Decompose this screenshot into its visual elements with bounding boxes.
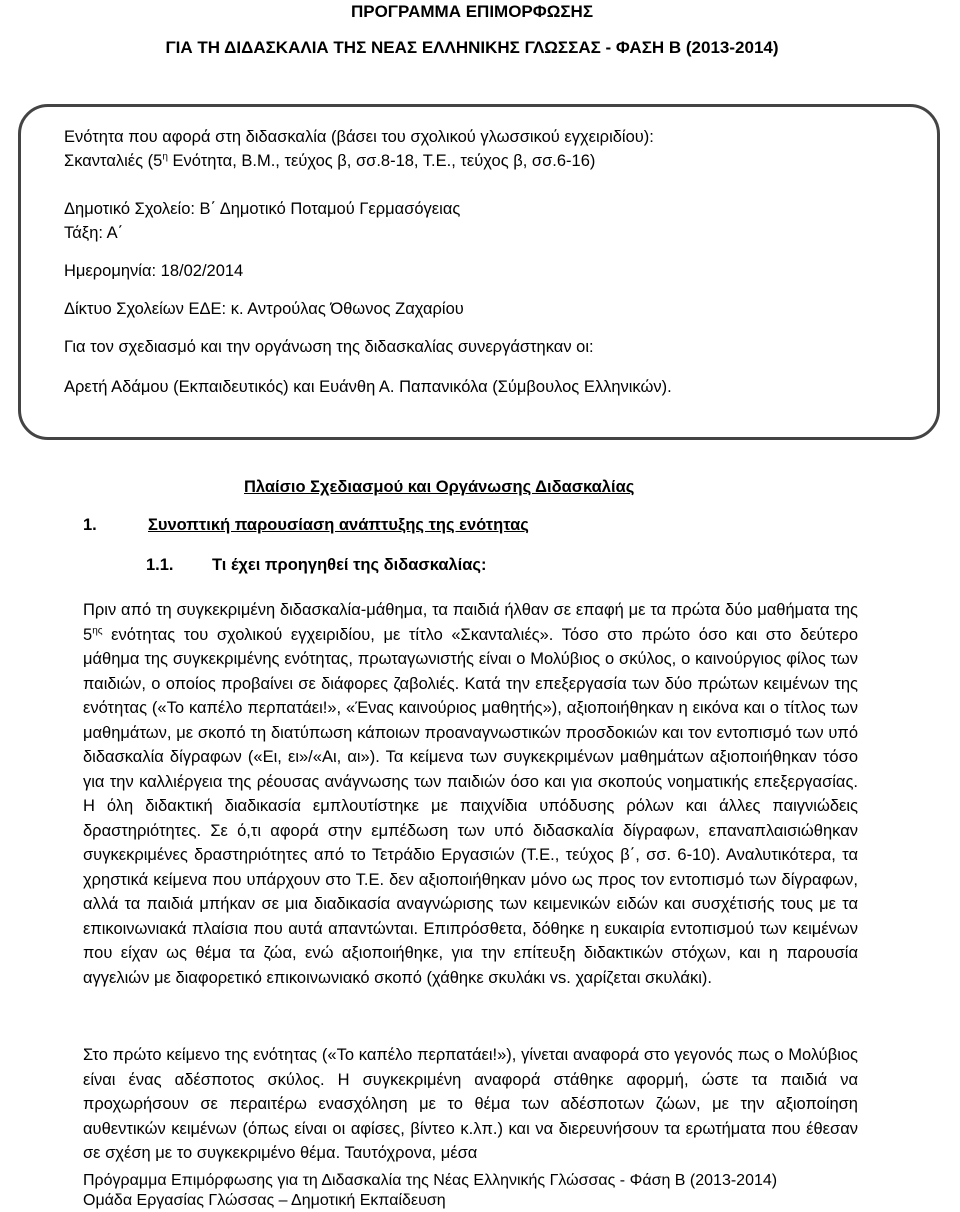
page-subtitle: ΓΙΑ ΤΗ ΔΙΔΑΣΚΑΛΙΑ ΤΗΣ ΝΕΑΣ ΕΛΛΗΝΙΚΗΣ ΓΛΩΣΣΑΣ - ΦΑΣΗ Β (2013-2014) xyxy=(165,38,779,57)
heading-1-text: Συνοπτική παρουσίαση ανάπτυξης της ενότητας xyxy=(148,516,529,534)
section-title: Πλαίσιο Σχεδιασμού και Οργάνωσης Διδασκαλίας xyxy=(244,478,635,496)
heading-1-number: 1. xyxy=(83,516,97,534)
heading-2-text: Τι έχει προηγηθεί της διδασκαλίας: xyxy=(212,556,487,574)
paragraph-1: Πριν από τη συγκεκριμένη διδασκαλία-μάθημα, τα παιδιά ήλθαν σε επαφή με τα πρώτα δύο μαθήματα της $5^{\eta\varsigma}$ ενότητας του σχολικού εγχειριδίου, με τίτλο «Σκανταλιές». Τόσο στο πρώτο όσο και στο δεύτερο μάθημα της συγκεκριμένης ενότητας, πρωταγωνιστής είναι ο Μολύβιος ο σκύλος, ο καινούργιος φίλος των παιδιών, ο οποίος προβαίνει σε διάφορες ζαβολιές. Κατά την επεξεργασία των δύο πρώτων κειμένων της ενότητας («Το καπέλο περπατάει!», «Ένας καινούριος μαθητής»), αξιοποιήθηκαν η εικόνα και ο τίτλος των μαθημάτων, με σκοπό τη διατύπωση κάποιων προαναγνωστικών προσδοκιών και τον εντοπισμό των υπό διδασκαλία δίγραφων («Ει, ει»/«Αι, αι»). Τα κείμενα των συγκεκριμένων μαθημάτων αξιοποιήθηκαν τόσο για την καλλιέργεια της ρέουσας ανάγνωσης των παιδιών όσο και για σκοπούς νοηματικής επεξεργασίας. Η όλη διδακτική διαδικασία εμπλουτίστηκε με παιχνίδια υπόδυσης ρόλων και άλλες παιγνιώδεις δραστηριότητες. Σε ό,τι αφορά στην εμπέδωση των υπό διδασκαλία δίγραφων, επαναπλαισιώθηκαν συγκεκριμένες δραστηριότητες από το Τετράδιο Εργασιών (Τ.Ε., τεύχος β΄, σσ. 6-10). Αναλυτικότερα, τα χρηστικά κείμενα που υπάρχουν στο Τ.Ε. δεν αξιοποιήθηκαν μόνο ως προς τον εντοπισμό των δίγραφων, αλλά τα παιδιά μπήκαν σε μια διαδικασία αναγνώρισης των κειμενικών ειδών και συσχέτισής τους με τα επικοινωνιακά πλαίσια που αυτά απαντώνται. Επιπρόσθετα, δόθηκε η ευκαιρία εντοπισμού των κειμένων που είχαν ως θέμα τα ζώα, ενώ αξιοποιήθηκε, για την επίτευξη διδακτικών στόχων, και η παρουσία αγγελιών με διαφορετικό επικοινωνιακό σκοπό (χάθηκε σκυλάκι vs. χαρίζεται σκυλάκι). xyxy=(83,601,858,987)
heading-2-number: 1.1. xyxy=(146,556,174,574)
footer-line-1: Πρόγραμμα Επιμόρφωσης για τη Διδασκαλία της Νέας Ελληνικής Γλώσσας - Φάση Β (2013-2014) xyxy=(83,1172,778,1189)
date-line: Ημερομηνία: 18/02/2014 xyxy=(64,262,244,280)
collaborators-line: Αρετή Αδάμου (Εκπαιδευτικός) και Ευάνθη Α. Παπανικόλα (Σύμβουλος Ελληνικών). xyxy=(64,378,672,396)
network-line: Δίκτυο Σχολείων ΕΔΕ: κ. Αντρούλας Όθωνος Ζαχαρίου xyxy=(64,300,464,318)
unit-line-1: Ενότητα που αφορά στη διδασκαλία (βάσει του σχολικού γλωσσικού εγχειριδίου): xyxy=(64,128,654,146)
collaboration-intro: Για τον σχεδιασμό και την οργάνωση της διδασκαλίας συνεργάστηκαν οι: xyxy=(64,338,594,356)
footer-line-2: Ομάδα Εργασίας Γλώσσας – Δημοτική Εκπαίδευση xyxy=(83,1192,446,1209)
unit-line-2: Σκανταλιές ($5^\eta$ Ενότητα, Β.Μ., τεύχος β, σσ.8-18, Τ.Ε., τεύχος β, σσ.6-16) xyxy=(64,151,596,170)
paragraph-2: Στο πρώτο κείμενο της ενότητας («Το καπέλο περπατάει!»), γίνεται αναφορά στο γεγονός πως ο Μολύβιος είναι ένας αδέσποτος σκύλος. Η συγκεκριμένη αναφορά στάθηκε αφορμή, ώστε τα παιδιά να προχωρήσουν σε περαιτέρω ενασχόληση με το θέμα των αδέσποτων ζώων, με την αξιοποίηση αυθεντικών κειμένων (όπως είναι οι αφίσες, βίντεο κ.λπ.) και να διερευνήσουν τα ερωτήματα που έθεσαν σε σχέση με το συγκεκριμένο θέμα. Ταυτόχρονα, μέσα xyxy=(83,1046,858,1162)
class-line: Τάξη: Α΄ xyxy=(64,224,124,242)
school-line: Δημοτικό Σχολείο: Β΄ Δημοτικό Ποταμού Γερμασόγειας xyxy=(64,200,461,218)
page-title: ΠΡΟΓΡΑΜΜΑ ΕΠΙΜΟΡΦΩΣΗΣ xyxy=(350,2,594,21)
